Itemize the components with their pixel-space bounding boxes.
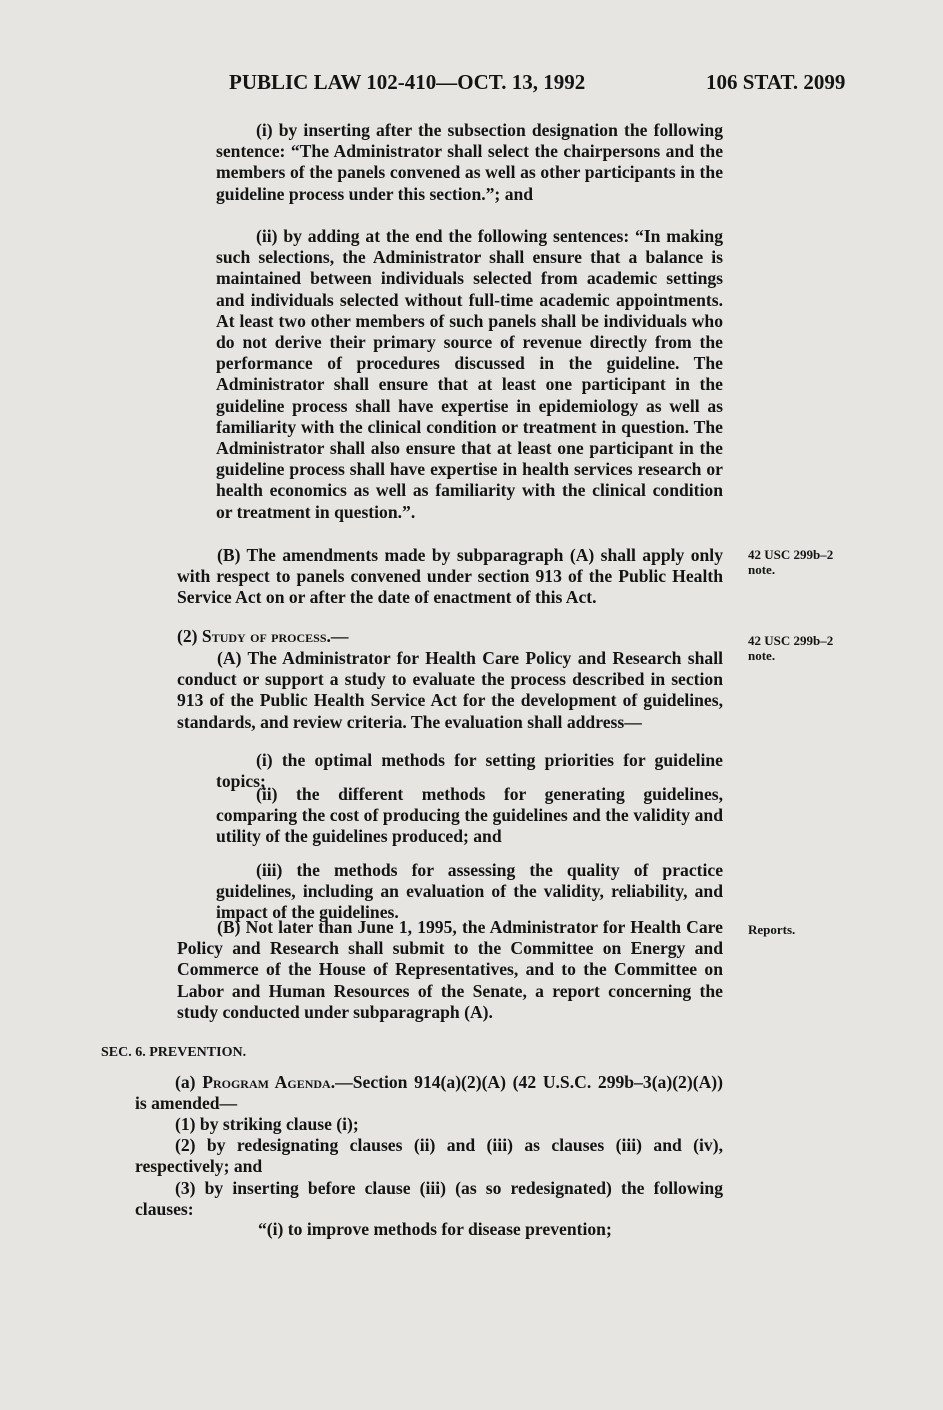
paragraph-clause-i: (i) by inserting after the subsection designation the following sentence: “The Administrator shall select the chairpersons and the members of the panels convened as well as other participants in the guideline process under this section.”; and <box>216 120 723 204</box>
paragraph-study-b-report: (B) Not later than June 1, 1995, the Administrator for Health Care Policy and Research shall submit to the Committee on Energy and Commerce of the House of Representatives, and to the Committee on Labor and Human Resources of the Senate, a report concerning the study conducted under subparagraph (A). <box>177 917 723 1022</box>
program-agenda-body: —Section 914(a)(2)(A) (42 U.S.C. 299b–3(a)(2)(A)) is amended— <box>135 1072 723 1114</box>
study-heading-title: Study of process.— <box>201 626 349 646</box>
margin-note-usc-2 <box>748 633 833 663</box>
paragraph-study-heading <box>177 626 723 647</box>
section-heading: SEC. 6. PREVENTION. <box>101 1045 247 1060</box>
paragraph-new-clause-i: “(i) to improve methods for disease prevention; <box>258 1219 612 1239</box>
study-heading-number: (2) <box>177 626 198 646</box>
program-agenda-heading: Program Agenda. <box>202 1072 336 1092</box>
margin-note-usc-1 <box>748 547 833 577</box>
paragraph-study-i: (i) the optimal methods for setting priorities for guideline topics; <box>216 750 723 792</box>
paragraph-study-iii: (iii) the methods for assessing the quality of practice guidelines, including an evaluation of the validity, reliability, and impact of the guidelines. <box>216 860 723 923</box>
margin-note-usc-2-label: note. <box>748 648 776 663</box>
paragraph-clause-ii: (ii) by adding at the end the following sentences: “In making such selections, the Administrator shall ensure that a balance is maintained between individuals selected from academic settings and individuals selected without full-time academic appointments. At least two other members of such panels shall be individuals who do not derive their primary source of revenue directly from the performance of procedures discussed in the guideline. The Administrator shall ensure that at least one participant in the guideline process shall have expertise in epidemiology as well as familiarity with the clinical condition or treatment in question. The Administrator shall also ensure that at least one participant in the guideline process shall have expertise in health services research or health economics as well as familiarity with the clinical condition or treatment in question.”. <box>216 226 723 522</box>
paragraph-study-a: (A) The Administrator for Health Care Policy and Research shall conduct or support a study to evaluate the process described in section 913 of the Public Health Service Act for the development of guidelines, standards, and review criteria. The evaluation shall address— <box>177 648 723 732</box>
paragraph-subpara-b-amendments: (B) The amendments made by subparagraph (A) shall apply only with respect to panels convened under section 913 of the Public Health Service Act on or after the date of enactment of this Act. <box>177 545 723 608</box>
paragraph-program-agenda <box>135 1072 723 1114</box>
paragraph-study-ii: (ii) the different methods for generating guidelines, comparing the cost of producing the guidelines and the validity and utility of the guidelines produced; and <box>216 784 723 847</box>
margin-note-usc-2-citation: 42 USC 299b–2 <box>748 633 834 648</box>
paragraph-amend-1: (1) by striking clause (i); <box>175 1114 359 1134</box>
margin-note-reports: Reports. <box>748 922 796 937</box>
header-stat-page: 106 STAT. 2099 <box>706 70 846 94</box>
paragraph-amend-3: (3) by inserting before clause (iii) (as so redesignated) the following clauses: <box>135 1178 723 1220</box>
page-header <box>0 70 943 100</box>
header-title: PUBLIC LAW 102-410—OCT. 13, 1992 <box>229 70 586 94</box>
paragraph-amend-2: (2) by redesignating clauses (ii) and (iii) as clauses (iii) and (iv), respectively; and <box>135 1135 723 1177</box>
program-agenda-number: (a) <box>175 1072 196 1092</box>
margin-note-usc-1-citation: 42 USC 299b–2 <box>748 547 834 562</box>
margin-note-usc-1-label: note. <box>748 562 776 577</box>
